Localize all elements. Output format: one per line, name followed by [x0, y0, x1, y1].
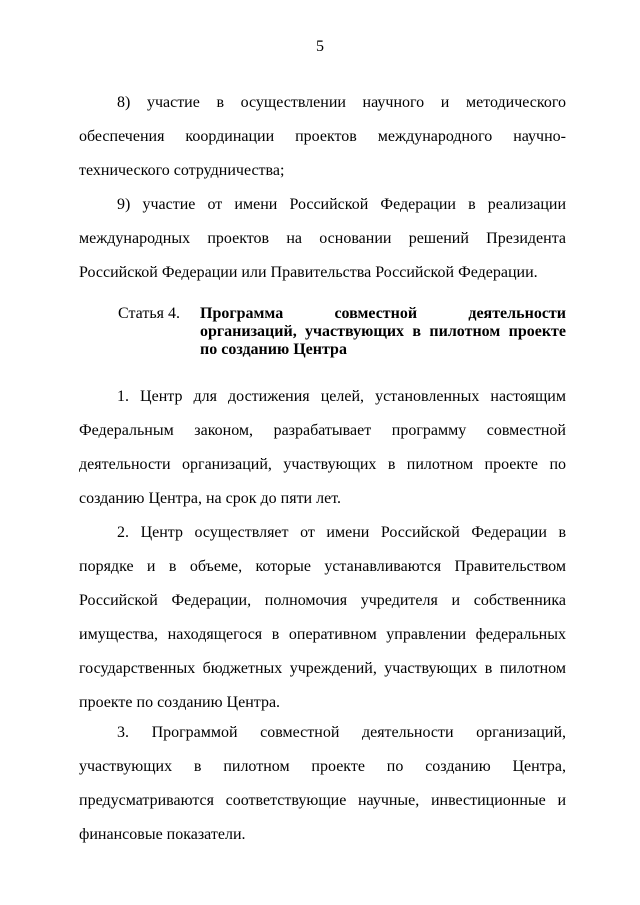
page-number: 5	[316, 38, 324, 55]
list-item-8: 8) участие в осуществлении научного и методического обеспечения координации проектов международного научно-технического сотрудничества;	[79, 94, 566, 179]
list-item-9: 9) участие от имени Российской Федерации в реализации международных проектов на основании решений Президента Российской Федерации или Правительства Российской Федерации.	[79, 196, 566, 281]
article-paragraph-1: 1. Центр для достижения целей, установленных настоящим Федеральным законом, разрабатывает программу совместной деятельности организаций, участвующих в пилотном проекте по созданию Центра, на срок до пяти лет.	[79, 388, 566, 507]
article-paragraph-2: 2. Центр осуществляет от имени Российской Федерации в порядке и в объеме, которые устанавливаются Правительством Российской Федерации, полномочия учредителя и собственника имущества, находящегося в оперативном управлении федеральных государственных бюджетных учреждений, участвующих в пилотном проекте по созданию Центра.	[79, 524, 566, 711]
article-number: Статья 4.	[118, 305, 180, 322]
article-title: Программа совместной деятельности организаций, участвующих в пилотном проекте по созданию Центра	[200, 305, 566, 358]
article-paragraph-3: 3. Программой совместной деятельности организаций, участвующих в пилотном проекте по созданию Центра, предусматриваются соответствующие научные, инвестиционные и финансовые показатели.	[79, 724, 566, 843]
